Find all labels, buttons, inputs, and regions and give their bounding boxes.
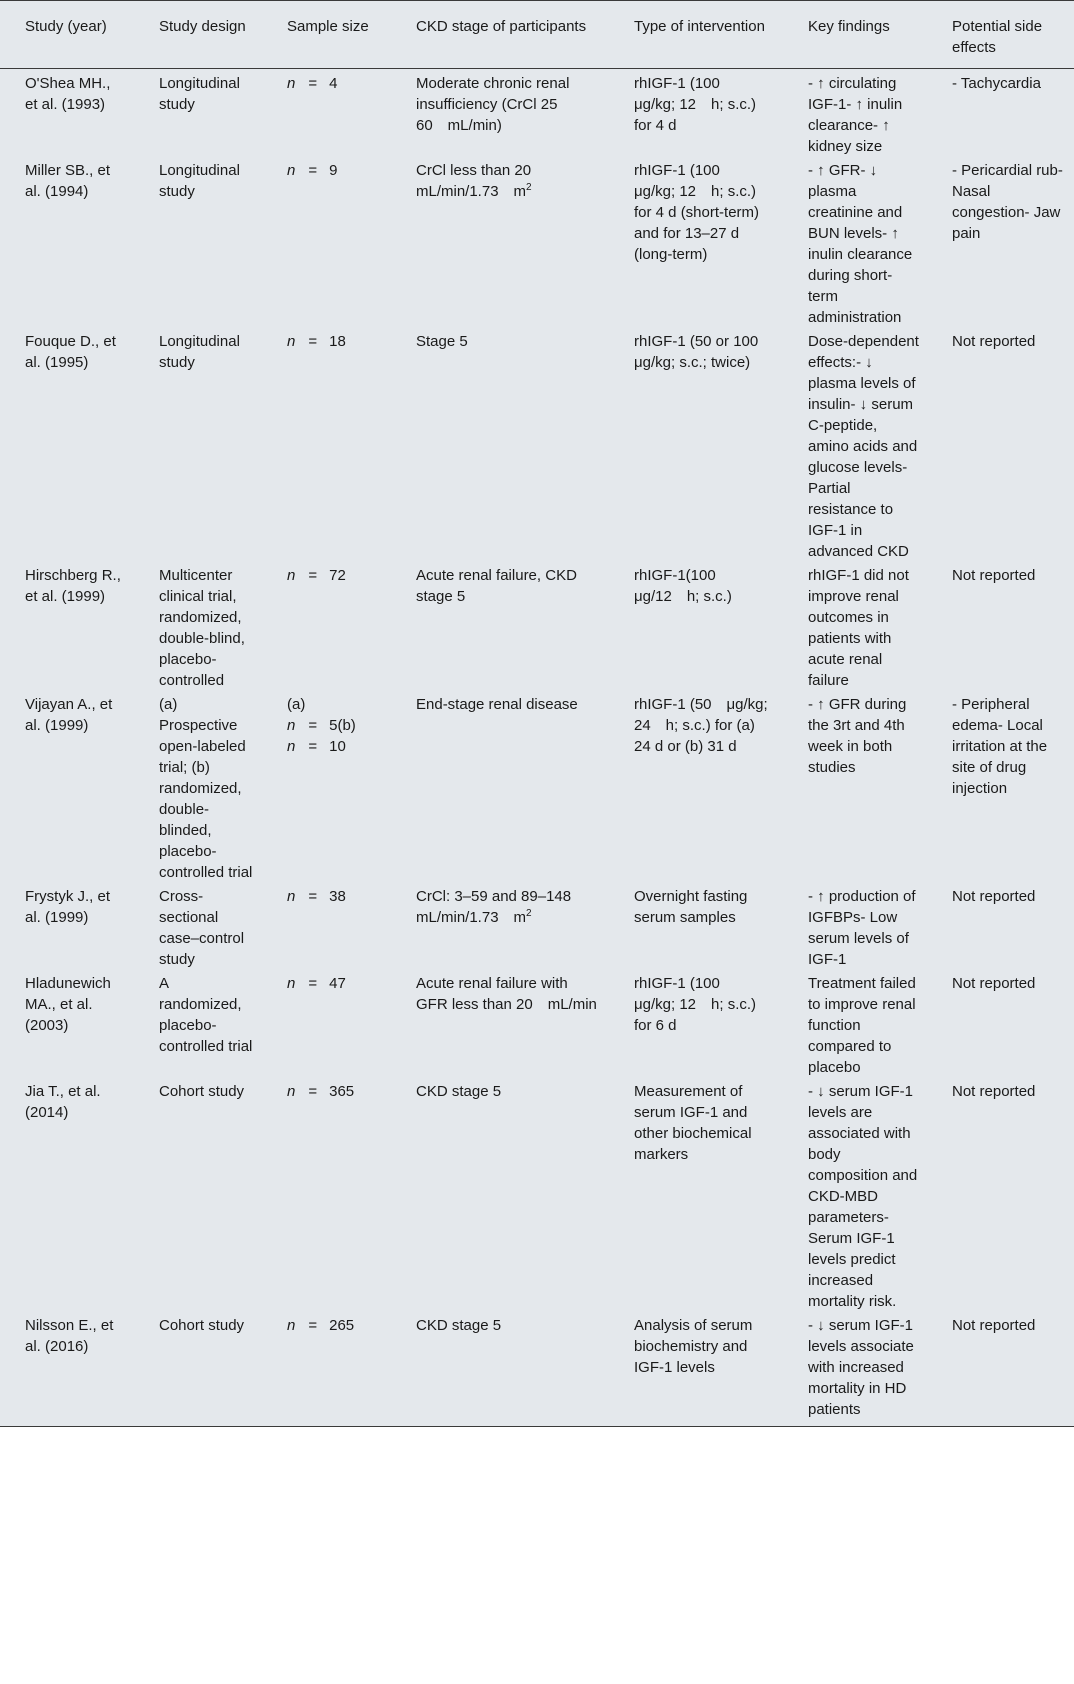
cell-side-effects [927,970,1074,1078]
table-row [0,69,1074,158]
sample-value: 47 [329,975,346,992]
cell-design [134,562,262,691]
sample-value: 5(b) [329,717,356,734]
cell-key-findings [783,69,927,158]
cell-intervention [609,691,783,883]
cell-text-study: Frystyk J., et al. (1999) [25,888,111,926]
cell-intervention [609,69,783,158]
sample-extra-value: 10 [329,738,346,755]
sample-extra [287,736,383,757]
stage-superscript: 2 [526,182,532,193]
table-row [0,691,1074,883]
cell-text-intervention: Measurement of serum IGF-1 and other biochemical markers [634,1083,752,1163]
cell-side-effects [927,69,1074,158]
table-row [0,1312,1074,1426]
cell-text-side-effects: - Peripheral edema- Local irritation at the site of drug injection [952,696,1048,797]
cell-study [0,691,134,883]
cell-text-design: Cohort study [159,1083,245,1100]
cell-design [134,69,262,158]
cell-text-study: O'Shea MH., et al. (1993) [25,75,111,113]
cell-sample-size [262,691,391,883]
cell-ckd-stage [391,69,609,158]
table-header [0,1,1074,69]
cell-text-intervention: rhIGF-1 (50 μg/kg; 24 h; s.c.) for (a) 24 d or (b) 31 d [634,696,768,755]
sample-value: 72 [329,567,346,584]
sample-equals: = [308,1317,318,1334]
cell-sample-size [262,562,391,691]
cell-side-effects [927,1312,1074,1426]
sample-equals: = [308,888,318,905]
cell-side-effects [927,883,1074,970]
table-row [0,562,1074,691]
cell-text-study: Nilsson E., et al. (2016) [25,1317,114,1355]
sample-main [287,715,356,736]
cell-text-stage: End-stage renal disease [416,696,578,713]
cell-text-stage: Moderate chronic renal insufficiency (CrCl 25 60 mL/min) [416,75,573,134]
cell-study [0,562,134,691]
cell-side-effects [927,1078,1074,1312]
cell-text-study: Hladunewich MA., et al. (2003) [25,975,111,1034]
sample-n-symbol: n [287,717,296,734]
sample-equals: = [308,1083,318,1100]
cell-ckd-stage [391,328,609,562]
header-intervention: Type of intervention [609,1,783,69]
cell-design [134,157,262,328]
cell-key-findings [783,883,927,970]
cell-text-findings: - ↓ serum IGF-1 levels associate with increased mortality in HD patients [808,1317,914,1418]
header-key-findings: Key findings [783,1,927,69]
sample-value: 4 [329,75,338,92]
sample-n-symbol: n [287,888,296,905]
cell-key-findings [783,1078,927,1312]
cell-text-intervention: rhIGF-1 (100 μg/kg; 12 h; s.c.) for 4 d (short-term) and for 13–27 d (long-term) [634,162,760,263]
cell-intervention [609,883,783,970]
cell-design [134,970,262,1078]
cell-design [134,1078,262,1312]
cell-text-stage: CrCl less than 20 mL/min/1.73 m [416,162,547,200]
sample-main [287,1315,354,1336]
cell-study [0,1078,134,1312]
cell-text-stage: Acute renal failure with GFR less than 20 mL/min [416,975,597,1013]
cell-text-intervention: rhIGF-1 (50 or 100 μg/kg; s.c.; twice) [634,333,774,371]
cell-text-design: Longitudinal study [159,75,240,113]
sample-value: 18 [329,333,346,350]
cell-key-findings [783,157,927,328]
sample-n-symbol: n [287,333,296,350]
cell-text-design: Cross-sectional case–control study [159,888,245,968]
cell-text-design: Longitudinal study [159,162,240,200]
sample-extra-n-symbol: n [287,738,296,755]
cell-text-study: Jia T., et al. (2014) [25,1083,101,1121]
sample-n-symbol: n [287,162,296,179]
cell-ckd-stage [391,883,609,970]
cell-sample-size [262,328,391,562]
cell-text-intervention: rhIGF-1 (100 μg/kg; 12 h; s.c.) for 4 d [634,75,757,134]
cell-text-findings: - ↑ circulating IGF-1- ↑ inulin clearance- ↑ kidney size [808,75,903,155]
table-row [0,1078,1074,1312]
cell-key-findings [783,562,927,691]
cell-sample-size [262,970,391,1078]
sample-equals: = [308,975,318,992]
cell-text-side-effects: Not reported [952,888,1036,905]
sample-value: 265 [329,1317,355,1334]
cell-text-stage: CKD stage 5 [416,1317,502,1334]
cell-key-findings [783,691,927,883]
cell-intervention [609,328,783,562]
cell-side-effects [927,157,1074,328]
cell-study [0,1312,134,1426]
cell-text-findings: - ↑ production of IGFBPs- Low serum levels of IGF-1 [808,888,916,968]
cell-text-intervention: rhIGF-1 (100 μg/kg; 12 h; s.c.) for 6 d [634,975,757,1034]
cell-text-study: Miller SB., et al. (1994) [25,162,111,200]
header-sample-size: Sample size [262,1,391,69]
cell-key-findings [783,970,927,1078]
cell-text-findings: - ↓ serum IGF-1 levels are associated with body composition and CKD-MBD parameters- Serum IGF-1 levels predict increased mortality risk. [808,1083,918,1310]
sample-equals: = [308,567,318,584]
cell-sample-size [262,69,391,158]
cell-side-effects [927,691,1074,883]
cell-text-side-effects: - Tachycardia [952,75,1041,92]
table-row [0,970,1074,1078]
cell-text-design: Multicenter clinical trial, randomized, double-blind, placebo-controlled [159,567,245,689]
cell-text-findings: rhIGF-1 did not improve renal outcomes in patients with acute renal failure [808,567,909,689]
sample-main [287,565,346,586]
cell-intervention [609,562,783,691]
header-study: Study (year) [0,1,134,69]
sample-equals: = [308,162,318,179]
cell-sample-size [262,883,391,970]
cell-study [0,69,134,158]
sample-main [287,886,346,907]
sample-n-symbol: n [287,1317,296,1334]
cell-text-side-effects: Not reported [952,1083,1036,1100]
cell-text-side-effects: Not reported [952,333,1036,350]
cell-key-findings [783,1312,927,1426]
sample-equals: = [308,333,318,350]
header-side-effects: Potential side effects [927,1,1074,69]
cell-text-findings: Treatment failed to improve renal function compared to placebo [808,975,916,1076]
cell-design [134,328,262,562]
cell-text-stage: CrCl: 3–59 and 89–148 mL/min/1.73 m [416,888,587,926]
table-body [0,69,1074,1427]
cell-study [0,157,134,328]
cell-ckd-stage [391,562,609,691]
cell-ckd-stage [391,691,609,883]
table-row [0,883,1074,970]
sample-prefix: (a) [287,696,306,713]
cell-text-design: Cohort study [159,1317,245,1334]
cell-text-side-effects: Not reported [952,1317,1036,1334]
cell-design [134,691,262,883]
sample-equals: = [308,75,318,92]
sample-value: 38 [329,888,346,905]
cell-text-findings: - ↑ GFR during the 3rt and 4th week in both studies [808,696,907,776]
cell-side-effects [927,328,1074,562]
header-row [0,1,1074,69]
header-design: Study design [134,1,262,69]
cell-intervention [609,970,783,1078]
cell-text-study: Fouque D., et al. (1995) [25,333,116,371]
sample-value: 9 [329,162,338,179]
cell-ckd-stage [391,1078,609,1312]
cell-sample-size [262,157,391,328]
cell-intervention [609,1312,783,1426]
cell-design [134,1312,262,1426]
cell-text-findings: - ↑ GFR- ↓ plasma creatinine and BUN levels- ↑ inulin clearance during short-term administration [808,162,913,326]
cell-text-stage: Acute renal failure, CKD stage 5 [416,567,577,605]
cell-sample-size [262,1078,391,1312]
sample-value: 365 [329,1083,355,1100]
sample-main [287,1081,354,1102]
cell-side-effects [927,562,1074,691]
cell-design [134,883,262,970]
cell-ckd-stage [391,157,609,328]
cell-intervention [609,157,783,328]
cell-ckd-stage [391,1312,609,1426]
cell-text-intervention: rhIGF-1(100 μg/12 h; s.c.) [634,567,732,605]
cell-text-stage: CKD stage 5 [416,1083,502,1100]
cell-text-stage: Stage 5 [416,333,468,350]
cell-intervention [609,1078,783,1312]
cell-text-intervention: Analysis of serum biochemistry and IGF-1 levels [634,1317,753,1376]
header-ckd-stage: CKD stage of participants [391,1,609,69]
cell-key-findings [783,328,927,562]
cell-text-design: Longitudinal study [159,333,240,371]
cell-sample-size [262,1312,391,1426]
table-row [0,328,1074,562]
sample-main [287,973,346,994]
sample-main [287,331,346,352]
sample-main [287,160,337,181]
cell-text-side-effects: - Pericardial rub- Nasal congestion- Jaw pain [952,162,1063,242]
cell-text-findings: Dose-dependent effects:- ↓ plasma levels of insulin- ↓ serum C-peptide, amino acids and glucose levels- Partial resistance to IGF-1 in advanced CKD [808,333,919,560]
cell-text-study: Hirschberg R., et al. (1999) [25,567,121,605]
sample-n-symbol: n [287,75,296,92]
cell-study [0,970,134,1078]
cell-text-study: Vijayan A., et al. (1999) [25,696,113,734]
cell-text-design: A randomized, placebo-controlled trial [159,975,253,1055]
sample-n-symbol: n [287,1083,296,1100]
table-row [0,157,1074,328]
sample-n-symbol: n [287,975,296,992]
sample-equals: = [308,717,318,734]
cell-text-side-effects: Not reported [952,975,1036,992]
cell-text-intervention: Overnight fasting serum samples [634,888,748,926]
sample-extra-equals: = [308,738,318,755]
sample-main [287,73,337,94]
cell-study [0,328,134,562]
sample-n-symbol: n [287,567,296,584]
cell-study [0,883,134,970]
stage-superscript: 2 [526,908,532,919]
study-table [0,1,1074,1426]
cell-text-side-effects: Not reported [952,567,1036,584]
cell-text-design: (a) Prospective open-labeled trial; (b) randomized, double-blinded, placebo-controlled trial [159,696,253,881]
cell-ckd-stage [391,970,609,1078]
